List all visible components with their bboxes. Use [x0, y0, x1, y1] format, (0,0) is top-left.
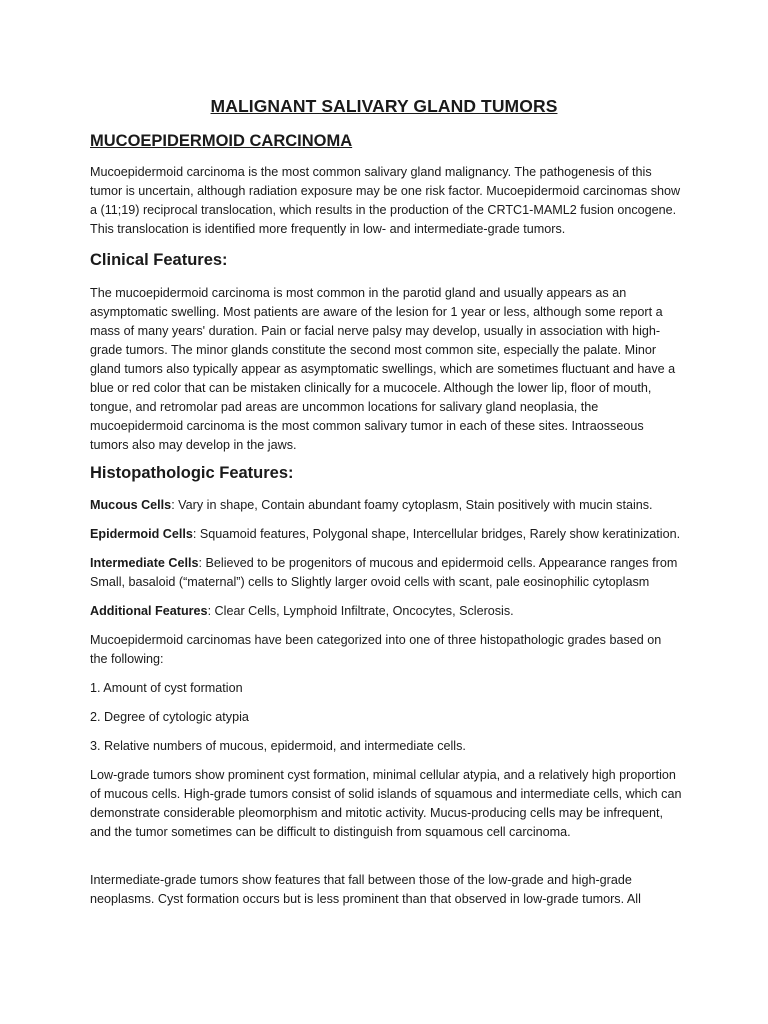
grading-item: 1. Amount of cyst formation — [90, 681, 243, 695]
section-heading: MUCOEPIDERMOID CARCINOMA — [90, 132, 353, 150]
feature-term: Intermediate Cells — [90, 556, 199, 570]
feature-description: : Squamoid features, Polygonal shape, Intercellular bridges, Rarely show keratinization. — [192, 527, 681, 541]
feature-term: Epidermoid Cells — [90, 527, 193, 541]
feature-description: : Clear Cells, Lymphoid Infiltrate, Oncocytes, Sclerosis. — [207, 604, 514, 618]
document-title: MALIGNANT SALIVARY GLAND TUMORS — [210, 96, 558, 116]
feature-mucous-cells — [90, 496, 682, 515]
grading-intro-paragraph: Mucoepidermoid carcinomas have been categorized into one of three histopathologic grades based on the following: — [90, 633, 662, 666]
feature-term: Additional Features — [90, 604, 208, 618]
feature-description: : Vary in shape, Contain abundant foamy cytoplasm, Stain positively with mucin stains. — [171, 498, 653, 512]
feature-epidermoid-cells — [90, 525, 682, 544]
feature-intermediate-cells — [90, 554, 682, 592]
clinical-features-heading: Clinical Features: — [90, 251, 228, 269]
low-high-grade-paragraph: Low-grade tumors show prominent cyst formation, minimal cellular atypia, and a relatively high proportion of mucous cells. High-grade tumors consist of solid islands of squamous and intermediate cells, which can demonstrate considerable pleomorphism and mitotic activity. Mucus-producing cells may be infrequent, and the tumor sometimes can be difficult to distinguish from squamous cell carcinoma. — [90, 768, 682, 839]
feature-term: Mucous Cells — [90, 498, 172, 512]
feature-description: : Believed to be progenitors of mucous and epidermoid cells. Appearance ranges from Small, basaloid (“maternal”) cells to Slightly larger ovoid cells with scant, pale eosinophilic cytoplasm — [90, 556, 678, 589]
grading-item: 2. Degree of cytologic atypia — [90, 710, 249, 724]
intro-paragraph: Mucoepidermoid carcinoma is the most common salivary gland malignancy. The pathogenesis of this tumor is uncertain, although radiation exposure may be one risk factor. Mucoepidermoid carcinomas show a (11;19) reciprocal translocation, which results in the production of the CRTC1-MAML2 fusion oncogene. This translocation is identified more frequently in low- and intermediate-grade tumors. — [90, 165, 681, 236]
grading-item: 3. Relative numbers of mucous, epidermoid, and intermediate cells. — [90, 739, 466, 753]
feature-additional — [90, 602, 682, 621]
clinical-features-paragraph: The mucoepidermoid carcinoma is most common in the parotid gland and usually appears as an asymptomatic swelling. Most patients are aware of the lesion for 1 year or less, although some report a mass of many years' duration. Pain or facial nerve palsy may develop, usually in association with high-grade tumors. The minor glands constitute the second most common site, especially the palate. Minor gland tumors also typically appear as asymptomatic swellings, which are sometimes fluctuant and have a blue or red color that can be mistaken clinically for a mucocele. Although the lower lip, floor of mouth, tongue, and retromolar pad areas are uncommon locations for salivary gland neoplasia, the mucoepidermoid carcinoma is the most common salivary tumor in each of these sites. Intraosseous tumors also may develop in the jaws. — [90, 286, 676, 452]
intermediate-grade-paragraph: Intermediate-grade tumors show features that fall between those of the low-grade and high-grade neoplasms. Cyst formation occurs but is less prominent than that observed in low-grade tumors. All — [90, 873, 641, 906]
histopathologic-features-heading: Histopathologic Features: — [90, 464, 294, 482]
